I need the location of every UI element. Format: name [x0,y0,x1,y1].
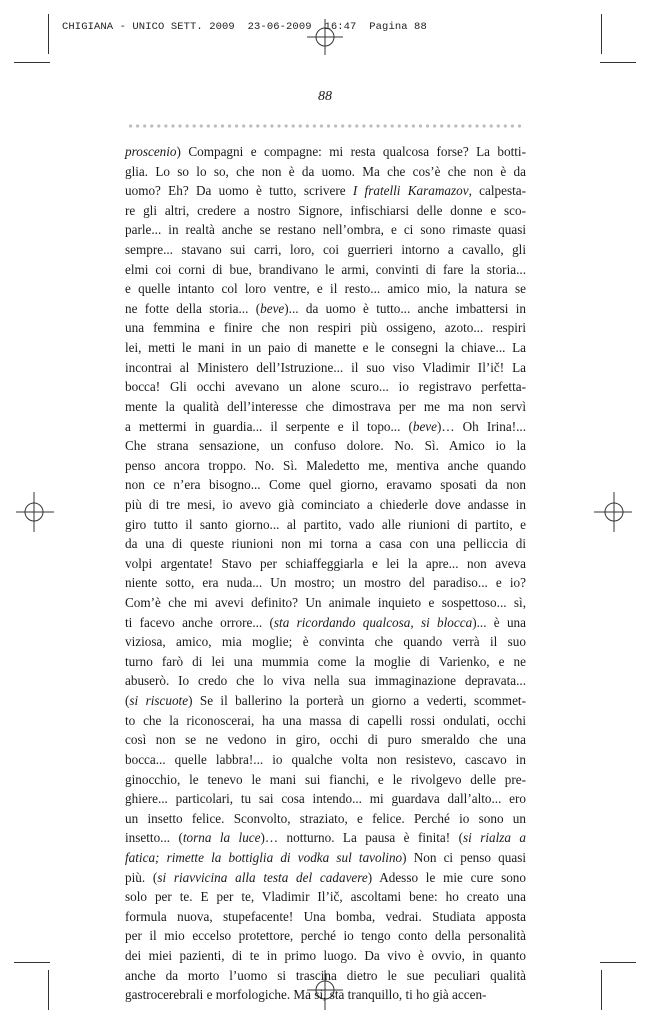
dotted-separator [127,122,523,130]
dialogue-text: e quelle intanto col loro ventre, e il resto... amico mio, la natura se [125,281,526,297]
separator-dot [454,124,457,127]
registration-mark-left [16,490,56,534]
text-line [125,534,526,554]
registration-mark-top [300,17,350,57]
stage-direction-text: fatica; rimette la bottiglia di vodka sul tavolino [125,849,403,865]
separator-dot [228,124,231,127]
text-line [125,809,526,829]
text-line [125,142,526,162]
separator-dot [285,124,288,127]
dialogue-text: un insetto felice. Sconvolto, straziato, e felice. Perché io sono un [125,810,526,826]
text-line [125,358,526,378]
dialogue-text: niente sotto, era nuda... Un mostro; un mostro del paradiso... e io? [125,575,526,591]
separator-dot [468,124,471,127]
separator-dot [398,124,401,127]
text-line [125,848,526,868]
separator-dot [391,124,394,127]
dialogue-text: anche da morto l’uomo si trascina dietro le sue peculiari qualità [125,967,526,983]
separator-dot [136,124,139,127]
separator-dot [327,124,330,127]
text-line [125,613,526,633]
crop-mark-top-left-horizontal [14,62,50,63]
separator-dot [129,124,132,127]
separator-dot [143,124,146,127]
dialogue-text: ti facevo anche orrore... ( [125,614,274,630]
dialogue-text: ( [125,693,130,709]
dialogue-text: più di tre mesi, io avevo già cominciato a chiederle dove andasse in [125,496,526,512]
page-number: 88 [318,89,332,104]
text-line [125,926,526,946]
text-line [125,671,526,691]
crop-mark-bottom-right-horizontal [600,962,636,963]
dialogue-text: penso ancora troppo. No. Sì. Maledetto me, mentiva anche quando [125,457,526,473]
text-line [125,632,526,652]
separator-dot [171,124,174,127]
separator-dot [214,124,217,127]
separator-dot [384,124,387,127]
text-line [125,338,526,358]
separator-dot [178,124,181,127]
dialogue-text: )… Oh Irina!... [437,418,527,434]
separator-dot [221,124,224,127]
crop-mark-bottom-right-vertical [601,970,602,1010]
text-line [125,260,526,280]
dialogue-text: ginocchio, le tenevo le mani sui fianchi, e le rivolgevo delle pre- [125,771,526,787]
dialogue-text: lei, metti le mani in un paio di manette e le consegni la chiave... La [125,340,526,356]
separator-dot [256,124,259,127]
text-line [125,181,526,201]
stage-direction-text: si rialza a [463,830,527,846]
text-line [125,475,526,495]
separator-dot [433,124,436,127]
dialogue-text: uomo? Eh? Da uomo è tutto, scrivere [125,183,353,199]
text-line [125,985,526,1005]
separator-dot [334,124,337,127]
dialogue-text: giro tutto il santo giorno... al partito, vado alle riunioni di partito, e [125,516,526,532]
stage-direction-text: si riavvicina alla testa del cadavere [157,869,368,885]
crop-mark-top-right-horizontal [600,62,636,63]
dialogue-text: bocca... quelle labbra!... io qualche volta non resistevo, cascavo in [125,751,526,767]
separator-dot [511,124,514,127]
dialogue-text: una femmina e finire che non respiri più ossigeno, azoto... respiri [125,320,526,336]
separator-dot [440,124,443,127]
separator-dot [490,124,493,127]
text-line [125,201,526,221]
separator-dot [362,124,365,127]
dialogue-text: )... da uomo è tutto... anche imbattersi in [284,300,526,316]
dialogue-text: ) Compagni e compagne: mi resta qualcosa forse? La botti- [176,144,526,159]
separator-dot [270,124,273,127]
dialogue-text: ) Se il ballerino la porterà un giorno a vederti, scommet- [188,693,526,709]
separator-dot [504,124,507,127]
dialogue-text: turno farò di lei una mummia come la moglie di Varienko, e ne [125,653,526,669]
separator-dot [200,124,203,127]
separator-dot [369,124,372,127]
dialogue-text: volpi argentate! Stavo per schiaffeggiarla e lei la apre... non aveva [125,555,526,571]
separator-dot [497,124,500,127]
separator-dot [341,124,344,127]
text-line [125,691,526,711]
dialogue-text: , calpesta- [468,183,527,199]
separator-dot [412,124,415,127]
text-line [125,515,526,535]
dialogue-text: solo per te. E per te, Vladimir Il’ič, ascoltami bene: ho creato una [125,889,526,905]
separator-dot [518,124,521,127]
stage-direction-text: si riscuote [129,693,189,709]
separator-dot [157,124,160,127]
dialogue-text: viziosa, amico, mia moglie; è convinta che quando verrà il suo [125,634,526,650]
separator-dot [405,124,408,127]
dialogue-text: formula nuova, stupefacente! Una bomba, vedrai. Studiata apposta [125,908,526,924]
separator-dot [348,124,351,127]
text-line [125,789,526,809]
stage-direction-text: sta ricordando qualcosa, si blocca [273,614,473,630]
separator-dot [164,124,167,127]
separator-dot [263,124,266,127]
body-text [125,142,526,1005]
dialogue-text: non ce n’era bisogno... Come quel giorno, eravamo sposati da non [125,477,526,493]
text-line [125,907,526,927]
separator-dot [242,124,245,127]
crop-mark-top-left-vertical [48,14,49,54]
text-line [125,593,526,613]
dialogue-text: così non se ne vedono in giro, occhi di puro smeraldo che una [125,732,526,748]
dialogue-text: insetto... ( [125,830,183,846]
dialogue-text: da una di queste riunioni non mi torna a casa con una pelliccia di [125,536,526,552]
separator-dot [249,124,252,127]
text-line [125,652,526,672]
text-line [125,417,526,437]
separator-dot [193,124,196,127]
dialogue-text: Com’è che mi avevi definito? Un animale inquieto e sospettoso... sì, [125,595,526,611]
text-line [125,770,526,790]
text-line [125,299,526,319]
stage-direction-text: proscenio [125,144,177,159]
stage-direction-text: beve [260,300,285,316]
dialogue-text: abuserò. Io credo che lo viva nella sua immaginazione depravata... [125,673,526,689]
separator-dot [483,124,486,127]
crop-mark-top-right-vertical [601,14,602,54]
dialogue-text: parle... in realtà anche se restano nell’ombra, e ci sono rimaste quasi [125,222,526,238]
dialogue-text: per il mio eccelso protettore, perché io tengo conto della personalità [125,928,526,944]
separator-dot [419,124,422,127]
separator-dot [426,124,429,127]
dialogue-text: )… notturno. La pausa è finita! ( [260,830,463,846]
separator-dot [186,124,189,127]
stage-direction-text: torna la luce [182,830,261,846]
text-line [125,279,526,299]
dialogue-text: ) Non ci penso quasi [402,849,526,865]
text-line [125,730,526,750]
separator-dot [355,124,358,127]
dialogue-text: Che strana sensazione, un confuso dolore. No. Sì. Amico io la [125,438,526,454]
text-line [125,436,526,456]
separator-dot [292,124,295,127]
dialogue-text: ghiere... particolari, tu sai cosa intendo... mi guardava dall’alto... ero [125,791,526,807]
separator-dot [447,124,450,127]
text-line [125,495,526,515]
dialogue-text: to che la riconoscerai, ha una massa di capelli rossi ondulati, occhi [125,712,526,728]
text-line [125,318,526,338]
dialogue-text: re gli altri, credere a nostro Signore, infischiarsi delle donne e sco- [125,202,526,218]
text-line [125,397,526,417]
crop-mark-bottom-left-vertical [48,970,49,1010]
dialogue-text: ne fotte della storia... ( [125,300,261,316]
dialogue-text: elmi coi corni di bue, brandivano le armi, convinti di fare la storia... [125,261,526,277]
text-line [125,750,526,770]
dialogue-text: dei miei pazienti, di te in primo luogo. Da vivo è ovvio, in quanto [125,947,526,963]
text-line [125,573,526,593]
separator-dot [299,124,302,127]
dialogue-text: glia. Lo so lo so, che non è da uomo. Ma che cos’è che non è da [125,163,526,179]
stage-direction-text: beve [412,418,438,434]
separator-dot [475,124,478,127]
text-line [125,828,526,848]
text-line [125,946,526,966]
dialogue-text: a mettermi in guardia... il serpente e il topo... ( [125,418,413,434]
text-line [125,887,526,907]
text-line [125,554,526,574]
text-line [125,220,526,240]
stage-direction-text: I fratelli Karamazov [352,183,469,199]
registration-mark-right [592,490,632,534]
separator-dot [306,124,309,127]
dialogue-text: )... è una [472,614,526,630]
text-line [125,868,526,888]
separator-dot [320,124,323,127]
dialogue-text: più. ( [125,869,158,885]
text-line [125,456,526,476]
print-slug: CHIGIANA - UNICO SETT. 2009 23-06-2009 16:47 Pagina 88 [62,21,427,33]
dialogue-text: sempre... stavano sui carri, loro, coi guerrieri intorno a cavallo, gli [125,242,526,258]
text-line [125,711,526,731]
separator-dot [277,124,280,127]
separator-dot [150,124,153,127]
text-line [125,162,526,182]
separator-dot [376,124,379,127]
dialogue-text: bocca! Gli occhi avevano un alone scuro... io registravo perfetta- [125,379,526,395]
dialogue-text: incontrai al Ministero dell’Istruzione... il suo viso Vladimir Il’ič! La [125,359,526,375]
text-line [125,377,526,397]
separator-dot [313,124,316,127]
separator-dot [235,124,238,127]
separator-dot [207,124,210,127]
text-line [125,966,526,986]
crop-mark-bottom-left-horizontal [14,962,50,963]
dialogue-text: ) Adesso le mie cure sono [367,869,526,885]
text-line [125,240,526,260]
separator-dot [461,124,464,127]
dialogue-text: mente la qualità dell’interesse che dimostrava per me ma non servì [125,398,526,414]
dialogue-text: gastrocerebrali e morfologiche. Ma sì, sta tranquillo, ti ho già accen- [125,987,487,1003]
